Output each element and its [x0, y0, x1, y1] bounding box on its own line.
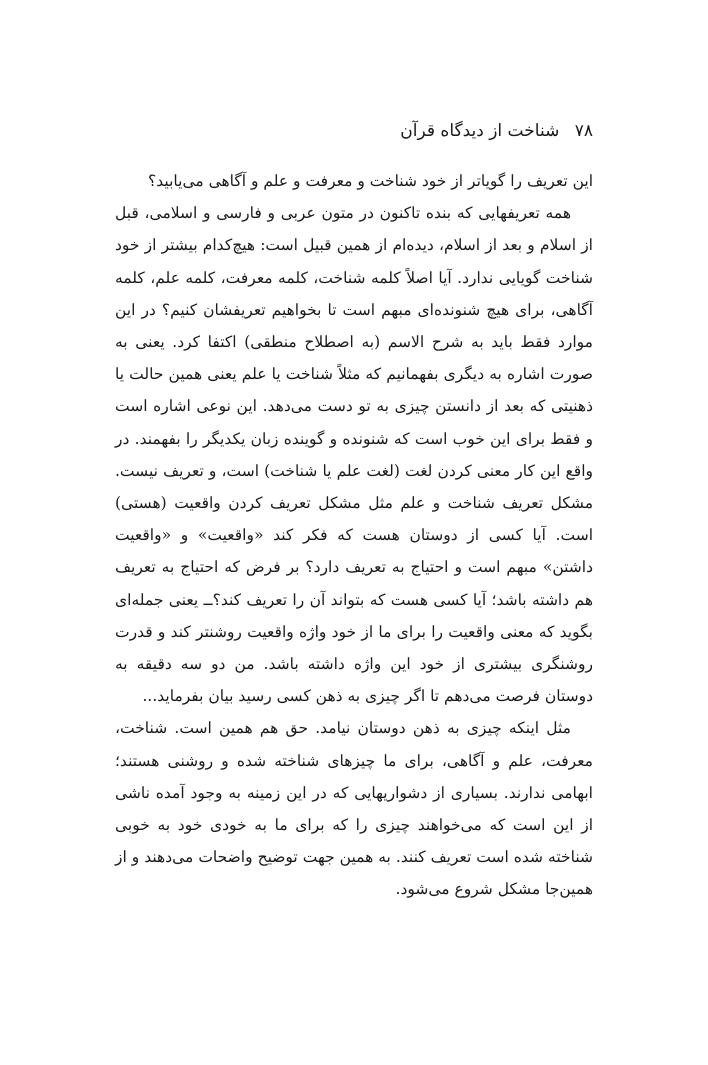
- paragraph: همه تعریفهایی که بنده تاکنون در متون عربی و فارسی و اسلامی، قبل از اسلام و بعد از اسلام، دیده‌ام از همین قبیل است: هیچ‌کدام بیشتر از خود شناخت گویایی ندارد. آیا اصلاً کلمه شناخت، کلمه معرفت، کلمه علم، کلمه آگاهی، برای هیچ شنونده‌ای مبهم است تا بخواهیم تعریفشان کنیم؟ در این موارد فقط باید به شرح الاسم (به اصطلاح منطقی) اکتفا کرد. یعنی به صورت اشاره به دیگری بفهمانیم که مثلاً شناخت یا علم یعنی همین حالت یا ذهنیتی که بعد از دانستن چیزی به تو دست می‌دهد. این نوعی اشاره است و فقط برای این خوب است که شنونده و گوینده زبان یکدیگر را بفهمند. در واقع این کار معنی کردن لغت (لغت علم یا شناخت) است، و تعریف نیست. مشکل تعریف شناخت و علم مثل مشکل تعریف کردن واقعیت (هستی) است. آیا کسی از دوستان هست که فکر کند «واقعیت» و «واقعیت داشتن» مبهم است و احتیاج به تعریف دارد؟ بر فرض که احتیاج به تعریف هم داشته باشد؛ آیا کسی هست که بتواند آن را تعریف کند؟ــ یعنی جمله‌ای بگوید که معنی واقعیت را برای ما از خود واژه واقعیت روشنتر کند و قدرت روشنگری بیشتری از خود این واژه داشته باشد. من دو سه دقیقه به دوستان فرصت می‌دهم تا اگر چیزی به ذهن کسی رسید بیان بفرماید...: [115, 204, 593, 706]
- running-title: شناخت از دیدگاه قرآن: [400, 121, 560, 141]
- paragraph: مثل اینکه چیزی به ذهن دوستان نیامد. حق هم همین است. شناخت، معرفت، علم و آگاهی، برای ما چیزهای شناخته شده و روشنی هستند؛ ابهامی ندارند. بسیاری از دشواریهایی که در این زمینه به وجود آمده ناشی از این است که می‌خواهند چیزی را که برای ما به خودی خود به خوبی شناخته شده است تعریف کنند. به همین جهت توضیح واضحات می‌دهند و از همین‌جا مشکل شروع می‌شود.: [115, 719, 593, 899]
- running-header: [400, 120, 593, 142]
- paragraph-continuation: این تعریف را گویاتر از خود شناخت و معرفت و علم و آگاهی می‌یابید؟: [148, 172, 593, 190]
- page-number: ۷۸: [574, 121, 593, 141]
- body-text: [115, 165, 593, 906]
